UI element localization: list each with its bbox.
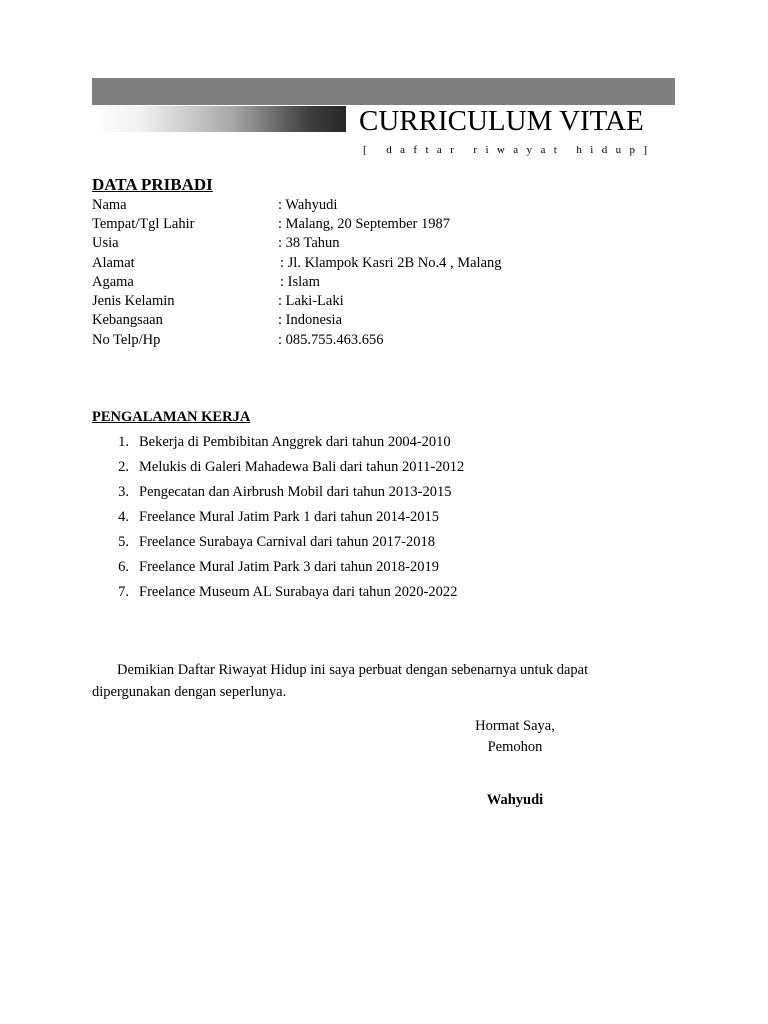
personal-row [92,331,592,350]
list-item-text: Freelance Mural Jatim Park 1 dari tahun 2014-2015 [139,509,439,525]
personal-row [92,215,592,234]
closing-line: Demikian Daftar Riwayat Hidup ini saya perbuat dengan sebenarnya untuk dapat [117,662,589,678]
list-item [92,583,592,602]
list-item-text: Melukis di Galeri Mahadewa Bali dari tahun 2011-2012 [139,459,465,475]
personal-label: Agama [92,274,134,290]
closing-line: dipergunakan dengan seperlunya. [92,684,287,700]
signature-name: Wahyudi [486,792,544,808]
list-item [92,558,592,577]
work-experience-heading: PENGALAMAN KERJA [92,409,251,425]
personal-row [92,234,592,253]
personal-row [92,311,592,330]
document-title: CURRICULUM VITAE [359,105,644,137]
personal-row [92,273,592,292]
header-bar [92,78,675,105]
signature-greeting: Hormat Saya, [475,718,555,734]
personal-value: : 085.755.463.656 [278,332,384,348]
signature-role: Pemohon [487,739,543,755]
personal-label: No Telp/Hp [92,332,161,348]
list-item-text: Freelance Surabaya Carnival dari tahun 2017-2018 [139,534,435,550]
list-item-number: 1. [118,434,129,450]
personal-label: Alamat [92,255,135,271]
list-item-text: Freelance Mural Jatim Park 3 dari tahun 2018-2019 [139,559,439,575]
personal-data-heading: DATA PRIBADI [92,175,213,194]
personal-value: : Malang, 20 September 1987 [278,216,450,232]
document-subtitle: [ daftar riwayat hidup] [363,144,656,156]
personal-label: Nama [92,197,127,213]
personal-value: : 38 Tahun [278,235,340,251]
closing-paragraph [92,659,652,703]
list-item-number: 2. [118,459,129,475]
list-item-number: 6. [118,559,129,575]
personal-value: : Laki-Laki [278,293,344,309]
personal-value: : Jl. Klampok Kasri 2B No.4 , Malang [280,255,502,271]
personal-label: Usia [92,235,119,251]
header-gradient-bar [92,106,346,132]
personal-row [92,196,592,215]
list-item-text: Bekerja di Pembibitan Anggrek dari tahun 2004-2010 [139,434,451,450]
list-item-number: 4. [118,509,129,525]
personal-value: : Islam [280,274,320,290]
signature-block [440,716,590,758]
list-item-text: Pengecatan dan Airbrush Mobil dari tahun 2013-2015 [139,484,452,500]
list-item [92,508,592,527]
personal-label: Kebangsaan [92,312,163,328]
list-item-text: Freelance Museum AL Surabaya dari tahun 2020-2022 [139,584,458,600]
list-item [92,458,592,477]
list-item [92,483,592,502]
list-item [92,433,592,452]
personal-label: Tempat/Tgl Lahir [92,216,195,232]
list-item-number: 3. [118,484,129,500]
list-item [92,533,592,552]
personal-value: : Wahyudi [278,197,338,213]
list-item-number: 7. [118,584,129,600]
personal-value: : Indonesia [278,312,343,328]
list-item-number: 5. [118,534,129,550]
personal-label: Jenis Kelamin [92,293,175,309]
personal-row [92,292,592,311]
personal-row [92,254,592,273]
